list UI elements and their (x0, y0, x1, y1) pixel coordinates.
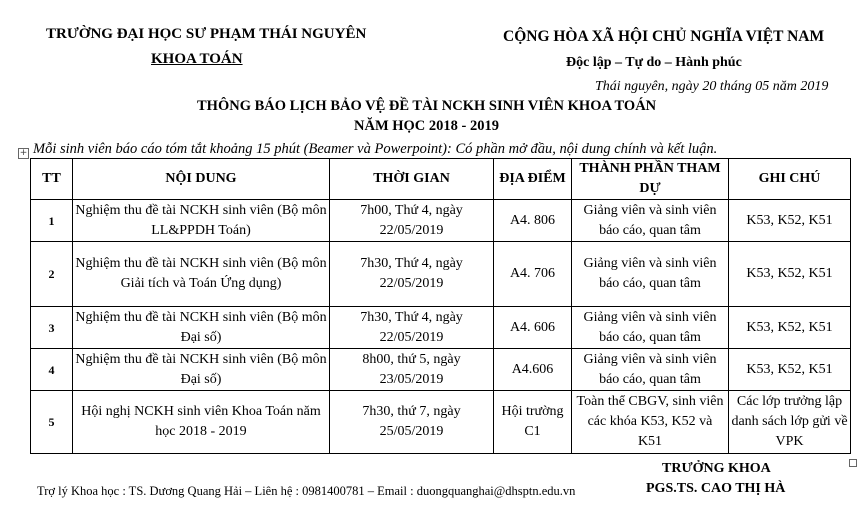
row-location: A4. 806 (494, 200, 572, 242)
table-row (31, 349, 851, 391)
table-row (31, 391, 851, 454)
row-time: 7h30, thứ 7, ngày 25/05/2019 (330, 391, 494, 454)
row-content: Nghiệm thu đề tài NCKH sinh viên (Bộ môn Giải tích và Toán Ứng dụng) (73, 242, 330, 307)
row-location: A4. 706 (494, 242, 572, 307)
row-time: 7h30, Thứ 4, ngày 22/05/2019 (330, 242, 494, 307)
row-content: Nghiệm thu đề tài NCKH sinh viên (Bộ môn Đại số) (73, 349, 330, 391)
table-row (31, 200, 851, 242)
row-time: 7h30, Thứ 4, ngày 22/05/2019 (330, 307, 494, 349)
row-content: Hội nghị NCKH sinh viên Khoa Toán năm học 2018 - 2019 (73, 391, 330, 454)
row-participants: Giảng viên và sinh viên báo cáo, quan tâm (572, 242, 729, 307)
row-participants: Giảng viên và sinh viên báo cáo, quan tâm (572, 200, 729, 242)
row-note: K53, K52, K51 (729, 307, 851, 349)
header-location: ĐỊA ĐIỂM (494, 159, 572, 200)
signer-name: PGS.TS. CAO THỊ HÀ (646, 481, 786, 496)
row-tt: 5 (31, 391, 73, 454)
row-tt: 3 (31, 307, 73, 349)
row-tt: 2 (31, 242, 73, 307)
move-icon[interactable]: + (19, 148, 28, 158)
faculty-name: KHOA TOÁN (151, 51, 243, 67)
schedule-table (30, 158, 851, 454)
row-tt: 1 (31, 200, 73, 242)
notice-title: THÔNG BÁO LỊCH BẢO VỆ ĐỀ TÀI NCKH SINH VIÊN KHOA TOÁN (197, 98, 657, 114)
school-name: TRƯỜNG ĐẠI HỌC SƯ PHẠM THÁI NGUYÊN (46, 26, 367, 42)
table-row (31, 307, 851, 349)
motto: Độc lập – Tự do – Hành phúc (566, 55, 742, 70)
row-content: Nghiệm thu đề tài NCKH sinh viên (Bộ môn Đại số) (73, 307, 330, 349)
republic-heading: CỘNG HÒA XÃ HỘI CHỦ NGHĨA VIỆT NAM (503, 28, 825, 45)
header-participants: THÀNH PHẦN THAM DỰ (572, 159, 729, 200)
row-tt: 4 (31, 349, 73, 391)
signer-title: TRƯỞNG KHOA (662, 461, 771, 476)
row-note: K53, K52, K51 (729, 242, 851, 307)
table-row (31, 242, 851, 307)
header-note: GHI CHÚ (729, 159, 851, 200)
row-note: Các lớp trưởng lập danh sách lớp gửi về VPK (729, 391, 851, 454)
school-year: NĂM HỌC 2018 - 2019 (354, 118, 499, 134)
row-participants: Toàn thể CBGV, sinh viên các khóa K53, K52 và K51 (572, 391, 729, 454)
resize-icon[interactable] (849, 459, 857, 467)
row-time: 8h00, thứ 5, ngày 23/05/2019 (330, 349, 494, 391)
row-participants: Giảng viên và sinh viên báo cáo, quan tâm (572, 349, 729, 391)
row-location: A4. 606 (494, 307, 572, 349)
table-header-row (31, 159, 851, 200)
row-location: Hội trường C1 (494, 391, 572, 454)
row-location: A4.606 (494, 349, 572, 391)
row-note: K53, K52, K51 (729, 349, 851, 391)
row-content: Nghiệm thu đề tài NCKH sinh viên (Bộ môn LL&PPDH Toán) (73, 200, 330, 242)
contact-line: Trợ lý Khoa học : TS. Dương Quang Hải – Liên hệ : 0981400781 – Email : duongquanghai@dhsptn.edu.vn (37, 484, 576, 498)
row-note: K53, K52, K51 (729, 200, 851, 242)
header-tt: TT (31, 159, 73, 200)
date-line: Thái nguyên, ngày 20 tháng 05 năm 2019 (595, 79, 829, 94)
row-participants: Giảng viên và sinh viên báo cáo, quan tâm (572, 307, 729, 349)
header-time: THỜI GIAN (330, 159, 494, 200)
header-content: NỘI DUNG (73, 159, 330, 200)
row-time: 7h00, Thứ 4, ngày 22/05/2019 (330, 200, 494, 242)
intro-note: Mỗi sinh viên báo cáo tóm tắt khoảng 15 phút (Beamer và Powerpoint): Có phần mở đầu, nội dung chính và kết luận. (33, 141, 718, 157)
